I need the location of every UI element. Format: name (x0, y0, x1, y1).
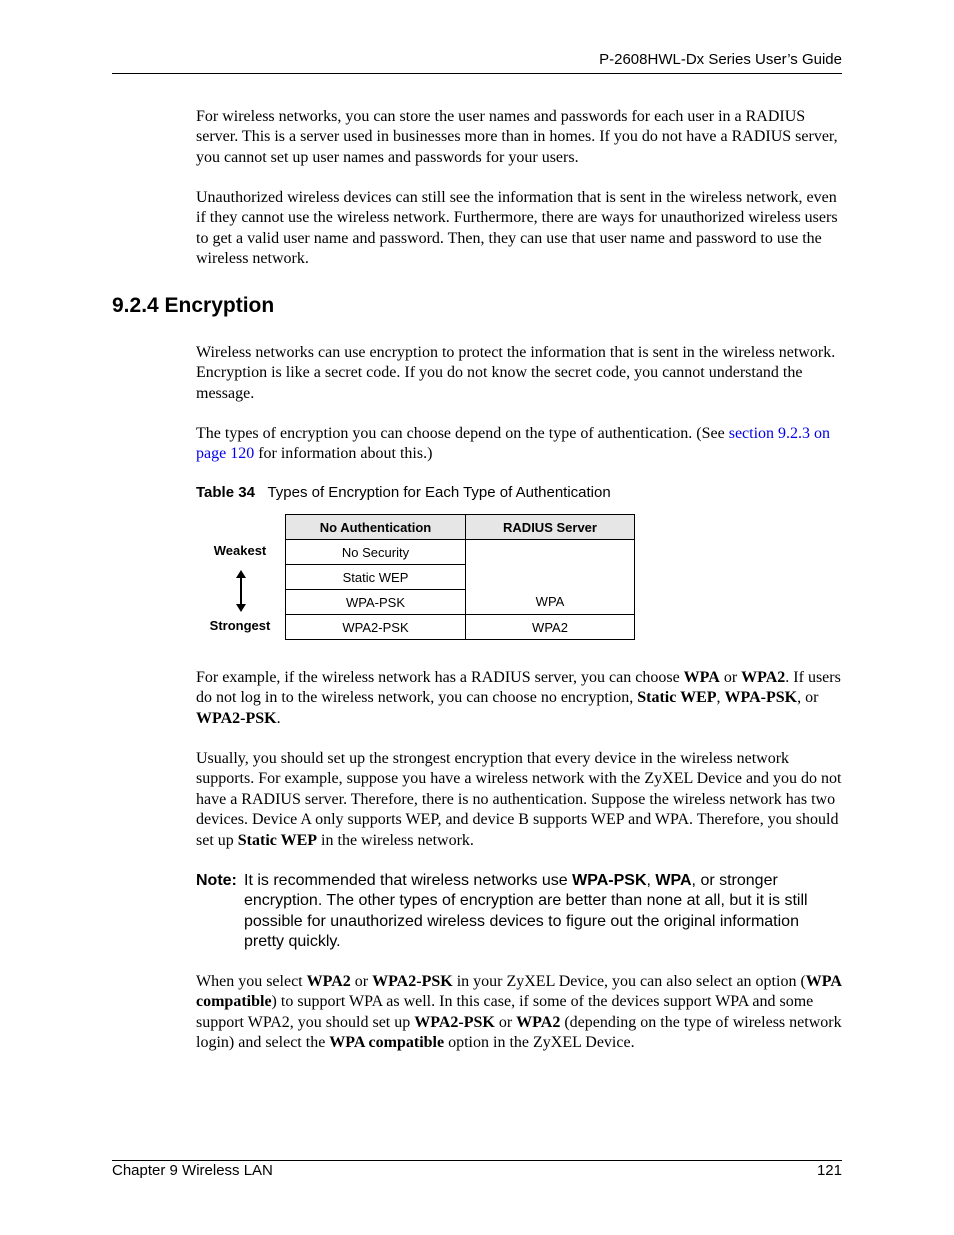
text-run: in your ZyXEL Device, you can also select an option ( (452, 973, 806, 990)
bold-run: WPA-PSK (572, 872, 647, 889)
note-block (196, 871, 842, 953)
bold-run: Static WEP (637, 689, 717, 707)
header-radius-server: RADIUS Server (466, 515, 635, 540)
text-run: or (719, 669, 742, 686)
section-link[interactable]: section 9.2.3 on page 120 (196, 425, 831, 463)
bold-run: WPA2 (741, 669, 786, 686)
header-title: P-2608HWL-Dx Series User’s Guide (599, 51, 842, 68)
cell-wpa2: WPA2 (466, 615, 635, 640)
cell-no-security: No Security (286, 540, 466, 565)
table-caption (196, 484, 611, 501)
section-heading: 9.2.4 Encryption (112, 294, 275, 317)
note-label: Note: (196, 872, 237, 889)
text-run: or (494, 1013, 517, 1031)
text-run: or (350, 973, 373, 990)
table-row (286, 540, 635, 565)
text-run: in the wireless network. (317, 831, 474, 849)
text-run: ) to support WPA as well. In this case, if some of the devices support WPA and some support WPA2, you should set up (196, 993, 814, 1031)
bold-run: WPA2 (306, 973, 351, 990)
cell-wpa: WPA (466, 540, 635, 615)
header-rule (112, 73, 842, 74)
encryption-paragraph-2-text: The types of encryption you can choose depend on the type of authentication. (See (196, 425, 729, 442)
cell-wpa-psk: WPA-PSK (286, 590, 466, 615)
bold-run: WPA-PSK (724, 689, 798, 707)
wpa2-paragraph (196, 972, 842, 1054)
header-no-authentication: No Authentication (286, 515, 466, 540)
text-run: For example, if the wireless network has a RADIUS server, you can choose (196, 669, 684, 686)
text-run: Usually, you should set up the strongest encryption that every device in the wireless network supports. For example, suppose you have a wireless network with the ZyXEL Device and you do not have a RADIUS server. Therefore, there is no authentication. Suppose the wireless network has two devices. Device A only supports WEP, and device B supports WEP and WPA. Therefore, you should set up (196, 750, 842, 849)
weakest-label: Weakest (213, 543, 267, 558)
bold-run: WPA2-PSK (372, 973, 453, 990)
table-caption-label: Table 34 (196, 484, 255, 501)
text-run: , (716, 689, 725, 707)
intro-paragraph-2: Unauthorized wireless devices can still see the information that is sent in the wireless network, even if they cannot use the wireless network. Furthermore, there are ways for unauthorized wireless users to get a valid user name and password. Then, they can use that user name and password to use the wireless network. (196, 189, 838, 268)
encryption-paragraph-2-tail: for information about this.) (254, 445, 433, 463)
bold-run: Static WEP (237, 831, 318, 849)
text-run: . (276, 709, 281, 727)
text-run: , or stronger encryption. The other types of encryption are better than none at all, but it is still possible for unauthorized wireless devices to figure out the original information pretty quickly. (244, 872, 808, 951)
usually-paragraph (196, 749, 842, 851)
table-header-row (286, 515, 635, 540)
footer-page-number: 121 (816, 1162, 842, 1179)
bold-run: WPA2-PSK (414, 1013, 495, 1031)
encryption-paragraph-1: Wireless networks can use encryption to protect the information that is sent in the wireless network. Encryption is like a secret code. If you do not know the secret code, you cannot understand the message. (196, 344, 836, 402)
bold-run: WPA (655, 872, 692, 889)
table-row (286, 615, 635, 640)
intro-paragraph-1: For wireless networks, you can store the user names and passwords for each user in a RADIUS server. This is a server used in businesses more than in homes. If you do not have a RADIUS server, you cannot set up user names and passwords for your users. (196, 108, 838, 166)
bold-run: WPA2-PSK (196, 709, 277, 727)
text-run: It is recommended that wireless networks use (244, 872, 573, 889)
text-run: . If users do not log in to the wireless network, you can choose no encryption, (196, 669, 841, 707)
bold-run: WPA compatible (196, 973, 842, 1011)
text-run: (depending on the type of wireless network login) and select the (196, 1013, 842, 1052)
footer-chapter: Chapter 9 Wireless LAN (112, 1162, 273, 1179)
bold-run: WPA (683, 669, 720, 686)
text-run: , or (797, 689, 819, 707)
strength-arrow-icon (233, 570, 249, 612)
cell-static-wep: Static WEP (286, 565, 466, 590)
note-body (244, 871, 842, 953)
table-caption-text: Types of Encryption for Each Type of Authentication (267, 484, 611, 501)
example-paragraph (196, 668, 842, 729)
cell-wpa2-psk: WPA2-PSK (286, 615, 466, 640)
text-run: When you select (196, 973, 307, 990)
bold-run: WPA2 (516, 1013, 561, 1031)
text-run: option in the ZyXEL Device. (444, 1034, 635, 1052)
bold-run: WPA compatible (329, 1034, 445, 1052)
encryption-table (285, 514, 635, 640)
text-run: , (646, 872, 656, 889)
footer-rule (112, 1160, 842, 1161)
strongest-label: Strongest (209, 618, 271, 633)
encryption-paragraph-2 (196, 424, 842, 465)
